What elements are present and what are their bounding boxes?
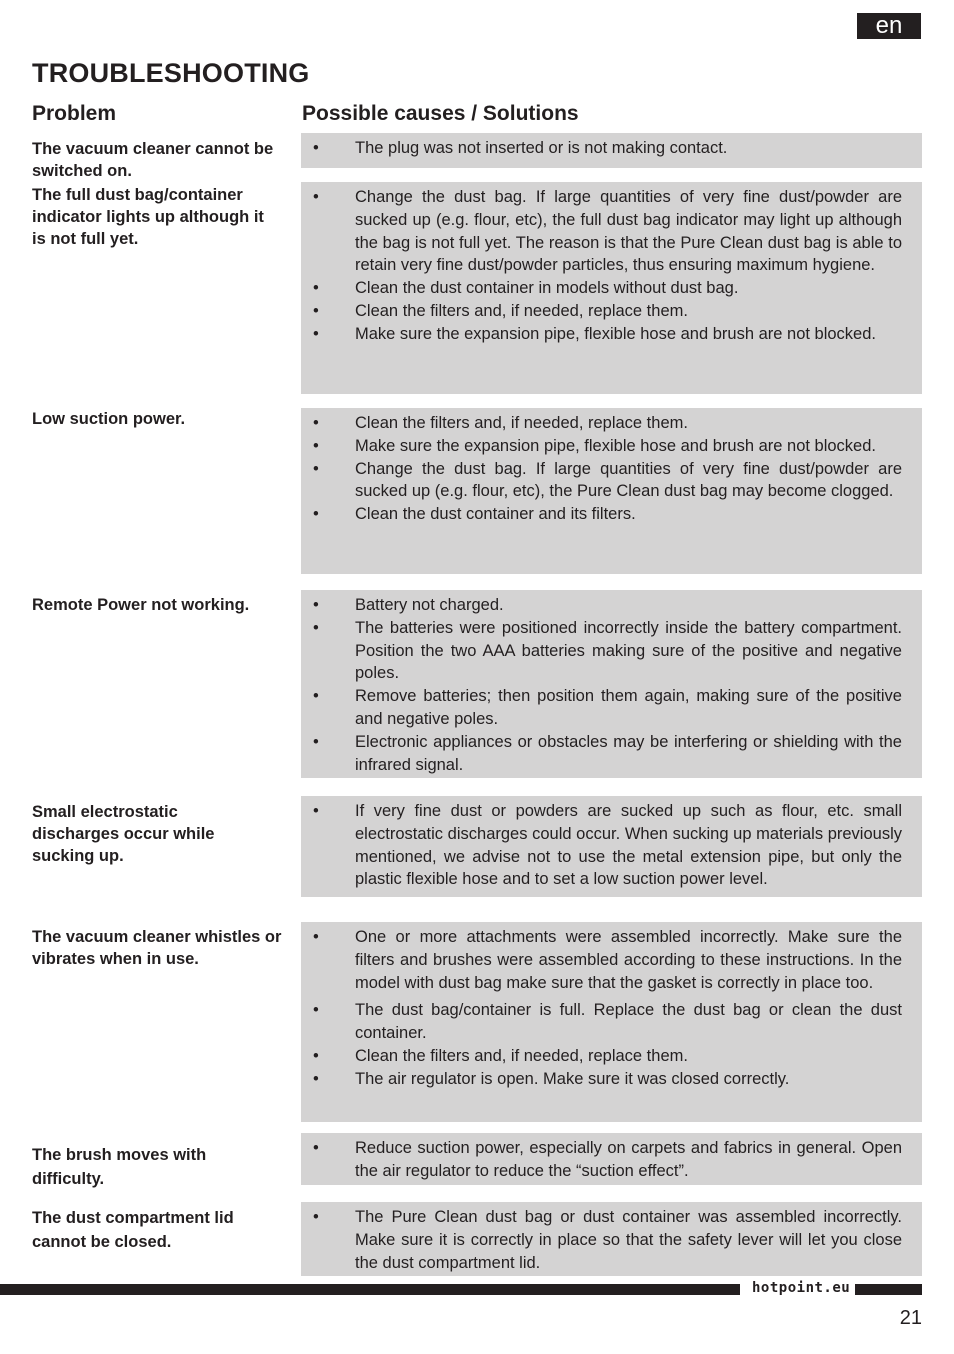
bullet-icon: • — [313, 802, 319, 820]
problem-text: The vacuum cleaner cannot be switched on. — [32, 140, 274, 180]
solution-item — [313, 617, 902, 685]
solution-box — [301, 182, 922, 394]
solution-box — [301, 1133, 922, 1185]
bullet-icon: • — [313, 188, 319, 206]
solution-text: The batteries were positioned incorrectly inside the battery compartment. Position the two AAA batteries making sure of the positive and negative poles. — [355, 618, 902, 683]
solution-text: Clean the dust container and its filters. — [355, 505, 636, 524]
solution-item — [313, 1137, 902, 1183]
problem-text: Low suction power. — [32, 410, 186, 428]
solution-item — [313, 458, 902, 504]
bullet-icon: • — [313, 1069, 319, 1088]
bullet-icon: • — [313, 618, 319, 637]
solution-text: The air regulator is open. Make sure it was closed correctly. — [355, 1069, 790, 1088]
solution-text: The Pure Clean dust bag or dust container was assembled incorrectly. Make sure it is correctly in place so that the safety lever will let you close the dust compartment lid. — [355, 1208, 902, 1272]
problem-text: Remote Power not working. — [32, 596, 250, 614]
bullet-icon: • — [313, 505, 319, 524]
solution-text: The plug was not inserted or is not making contact. — [355, 139, 728, 157]
problem-text: The full dust bag/container indicator lights up although it is not full yet. — [32, 186, 264, 248]
solution-box — [301, 133, 922, 168]
solution-item — [313, 503, 902, 526]
problem-text: The dust compartment lid cannot be closed. — [32, 1209, 234, 1251]
page-number: 21 — [899, 1307, 922, 1329]
solution-item — [313, 186, 902, 277]
bullet-icon: • — [313, 279, 319, 298]
problem-text: Small electrostatic discharges occur while sucking up. — [32, 803, 215, 865]
solution-text: Remove batteries; then position them again, making sure of the positive and negative poles. — [355, 687, 902, 728]
problem-text: The brush moves with difficulty. — [32, 1146, 207, 1188]
solution-item — [313, 323, 902, 346]
solution-text: Make sure the expansion pipe, flexible hose and brush are not blocked. — [355, 436, 876, 455]
solution-item — [313, 277, 902, 300]
brand-label: hotpoint.eu — [752, 1280, 851, 1296]
column-header-problem: Problem — [32, 102, 117, 125]
bullet-icon: • — [313, 732, 319, 751]
solution-item — [313, 1206, 902, 1274]
solution-text: Change the dust bag. If large quantities of very fine dust/powder are sucked up (e.g. flour, etc), the Pure Clean dust bag may become clogged. — [355, 459, 902, 501]
solution-item — [313, 800, 902, 891]
solution-text: One or more attachments were assembled incorrectly. Make sure the filters and brushes were assembled according to these instructions. In the model with dust bag make sure that the gasket is correctly in place too. — [355, 928, 902, 992]
bullet-icon: • — [313, 1001, 319, 1020]
solution-item — [313, 1068, 902, 1091]
bullet-icon: • — [313, 459, 319, 478]
solution-box — [301, 1202, 922, 1276]
solution-text: Battery not charged. — [355, 596, 504, 614]
bullet-icon: • — [313, 1046, 319, 1065]
language-badge: en — [857, 13, 921, 39]
bullet-icon: • — [313, 1139, 319, 1157]
footer-divider-right — [855, 1284, 922, 1295]
solution-text: If very fine dust or powders are sucked up such as flour, etc. small electrostatic discharges could occur. When sucking up materials previously mentioned, we advise not to use the metal extension pipe, but only the plastic flexible hose and to set a low suction power level. — [355, 802, 902, 889]
solution-text: Clean the filters and, if needed, replace them. — [355, 1046, 688, 1065]
page-title: TROUBLESHOOTING — [32, 58, 310, 88]
solution-text: Electronic appliances or obstacles may be interfering or shielding with the infrared signal. — [355, 732, 902, 774]
bullet-icon: • — [313, 436, 319, 455]
problem-text: The vacuum cleaner whistles or vibrates when in use. — [32, 928, 282, 968]
column-header-causes: Possible causes / Solutions — [302, 102, 579, 125]
solution-text: Make sure the expansion pipe, flexible hose and brush are not blocked. — [355, 324, 876, 343]
bullet-icon: • — [313, 414, 319, 432]
bullet-icon: • — [313, 596, 319, 614]
solution-item — [313, 412, 902, 435]
bullet-icon: • — [313, 301, 319, 320]
solution-item — [313, 926, 902, 994]
solution-item — [313, 137, 902, 160]
solution-item — [313, 999, 902, 1045]
solution-text: The dust bag/container is full. Replace the dust bag or clean the dust container. — [355, 1001, 902, 1043]
solution-text: Clean the dust container in models without dust bag. — [355, 279, 739, 298]
solution-box — [301, 922, 922, 1122]
solution-text: Clean the filters and, if needed, replace them. — [355, 414, 688, 432]
solution-text: Reduce suction power, especially on carpets and fabrics in general. Open the air regulator to reduce the “suction effect”. — [355, 1139, 902, 1180]
bullet-icon: • — [313, 324, 319, 343]
solution-item — [313, 300, 902, 323]
bullet-icon: • — [313, 139, 319, 157]
solution-text: Change the dust bag. If large quantities of very fine dust/powder are sucked up (e.g. flour, etc), the full dust bag indicator may light up although the bag is not full yet. The reason is that the Pure Clean dust bag is able to retain very fine dust/powder particles, thus ensuring maximum hygiene. — [355, 188, 902, 275]
bullet-icon: • — [313, 687, 319, 706]
bullet-icon: • — [313, 1208, 319, 1226]
solution-item — [313, 435, 902, 458]
footer-divider-left — [0, 1284, 740, 1295]
solution-box — [301, 590, 922, 778]
bullet-icon: • — [313, 928, 319, 946]
solution-item — [313, 594, 902, 617]
solution-box — [301, 408, 922, 574]
solution-item — [313, 1045, 902, 1068]
solution-item — [313, 685, 902, 731]
solution-box — [301, 796, 922, 897]
solution-text: Clean the filters and, if needed, replace them. — [355, 301, 688, 320]
solution-item — [313, 731, 902, 777]
